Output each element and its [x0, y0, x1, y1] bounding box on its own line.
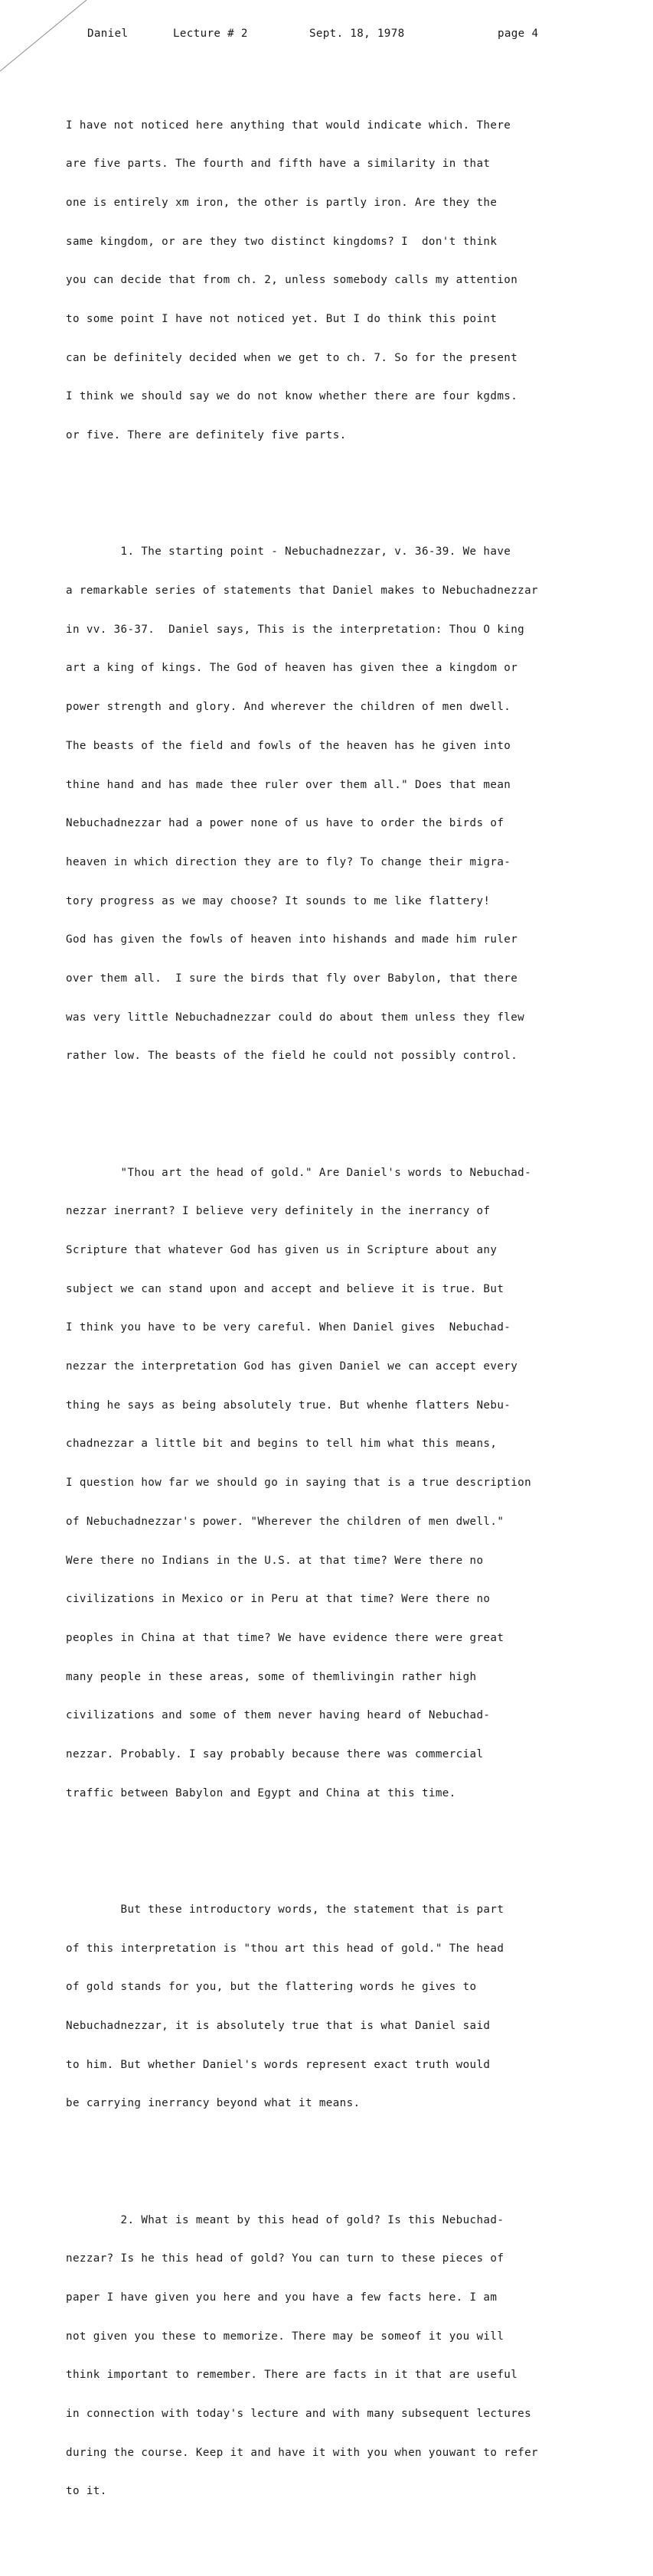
text-line: can be definitely decided when we get to ch. 7. So for the present: [66, 351, 518, 364]
text-line: 1. The starting point - Nebuchadnezzar, v. 36-39. We have: [66, 545, 511, 559]
text-line: I think we should say we do not know whether there are four kgdms.: [66, 390, 518, 403]
text-line: thing he says as being absolutely true. But whenhe flatters Nebu-: [66, 1399, 511, 1412]
text-line: But these introductory words, the statement that is part: [66, 1903, 504, 1916]
text-line: to him. But whether Daniel's words represent exact truth would: [66, 2058, 491, 2071]
text-line: in vv. 36-37. Daniel says, This is the interpretation: Thou O king: [66, 623, 525, 636]
text-line: thine hand and has made thee ruler over them all." Does that mean: [66, 778, 511, 791]
text-line: Scripture that whatever God has given us in Scripture about any: [66, 1243, 498, 1256]
text-line: during the course. Keep it and have it with you when youwant to refer: [66, 2446, 538, 2459]
text-line: heaven in which direction they are to fly? To change their migra-: [66, 855, 511, 868]
text-line: civilizations in Mexico or in Peru at that time? Were there no: [66, 1593, 491, 1606]
text-line: nezzar? Is he this head of gold? You can turn to these pieces of: [66, 2252, 504, 2265]
text-line: a remarkable series of statements that Daniel makes to Nebuchadnezzar: [66, 584, 538, 597]
text-line: I question how far we should go in saying that is a true description: [66, 1477, 532, 1490]
paragraph: [66, 1877, 632, 2136]
text-line: to some point I have not noticed yet. But I do think this point: [66, 313, 498, 326]
text-line: over them all. I sure the birds that fly over Babylon, that there: [66, 972, 518, 985]
text-line: to it.: [66, 2485, 107, 2498]
text-line: tory progress as we may choose? It sounds to me like flattery!: [66, 894, 491, 907]
text-line: or five. There are definitely five parts.: [66, 429, 347, 442]
text-line: "Thou art the head of gold." Are Daniel's words to Nebuchad-: [66, 1166, 532, 1179]
header-lecture: Lecture # 2: [173, 28, 248, 40]
text-line: you can decide that from ch. 2, unless somebody calls my attention: [66, 274, 518, 287]
text-line: be carrying inerrancy beyond what it means.: [66, 2097, 361, 2110]
text-line: chadnezzar a little bit and begins to tell him what this means,: [66, 1438, 498, 1451]
text-line: Were there no Indians in the U.S. at that time? Were there no: [66, 1554, 484, 1567]
text-line: nezzar. Probably. I say probably because there was commercial: [66, 1748, 484, 1761]
text-line: are five parts. The fourth and fifth have a similarity in that: [66, 158, 491, 171]
paragraph: [66, 519, 632, 1089]
text-line: same kingdom, or are they two distinct kingdoms? I don't think: [66, 235, 498, 248]
text-line: 2. What is meant by this head of gold? Is this Nebuchad-: [66, 2213, 504, 2226]
paragraph: [66, 2188, 632, 2524]
text-line: was very little Nebuchadnezzar could do about them unless they flew: [66, 1011, 525, 1024]
header-book: Daniel: [87, 28, 129, 40]
text-line: I have not noticed here anything that would indicate which. There: [66, 119, 511, 132]
text-line: paper I have given you here and you have a few facts here. I am: [66, 2291, 498, 2304]
text-line: Nebuchadnezzar, it is absolutely true that is what Daniel said: [66, 2020, 491, 2033]
text-line: God has given the fowls of heaven into hishands and made him ruler: [66, 933, 518, 946]
text-line: of this interpretation is "thou art this head of gold." The head: [66, 1942, 504, 1955]
text-line: nezzar the interpretation God has given Daniel we can accept every: [66, 1360, 518, 1373]
text-line: civilizations and some of them never having heard of Nebuchad-: [66, 1709, 491, 1722]
paragraph: [66, 1141, 632, 1826]
text-line: rather low. The beasts of the field he could not possibly control.: [66, 1050, 518, 1063]
text-line: in connection with today's lecture and with many subsequent lectures: [66, 2408, 532, 2421]
text-line: power strength and glory. And wherever the children of men dwell.: [66, 701, 511, 714]
text-line: one is entirely xm iron, the other is partly iron. Are they the: [66, 196, 498, 209]
header-date: Sept. 18, 1978: [309, 28, 405, 40]
text-line: of Nebuchadnezzar's power. "Wherever the children of men dwell.": [66, 1515, 504, 1528]
text-line: I think you have to be very careful. When Daniel gives Nebuchad-: [66, 1321, 511, 1334]
text-line: art a king of kings. The God of heaven has given thee a kingdom or: [66, 662, 518, 675]
text-line: peoples in China at that time? We have evidence there were great: [66, 1631, 504, 1644]
text-line: Nebuchadnezzar had a power none of us have to order the birds of: [66, 817, 504, 830]
text-line: of gold stands for you, but the flattering words he gives to: [66, 1981, 477, 1994]
text-line: nezzar inerrant? I believe very definitely in the inerrancy of: [66, 1205, 491, 1218]
text-line: think important to remember. There are facts in it that are useful: [66, 2369, 518, 2382]
header-page-number: page 4: [498, 28, 539, 40]
text-line: subject we can stand upon and accept and believe it is true. But: [66, 1282, 504, 1295]
text-line: not given you these to memorize. There may be someof it you will: [66, 2330, 504, 2343]
text-line: many people in these areas, some of themlivingin rather high: [66, 1670, 477, 1683]
lecture-body: [66, 54, 632, 2576]
paragraph: [66, 93, 632, 468]
text-line: The beasts of the field and fowls of the heaven has he given into: [66, 739, 511, 752]
text-line: traffic between Babylon and Egypt and China at this time.: [66, 1786, 456, 1799]
